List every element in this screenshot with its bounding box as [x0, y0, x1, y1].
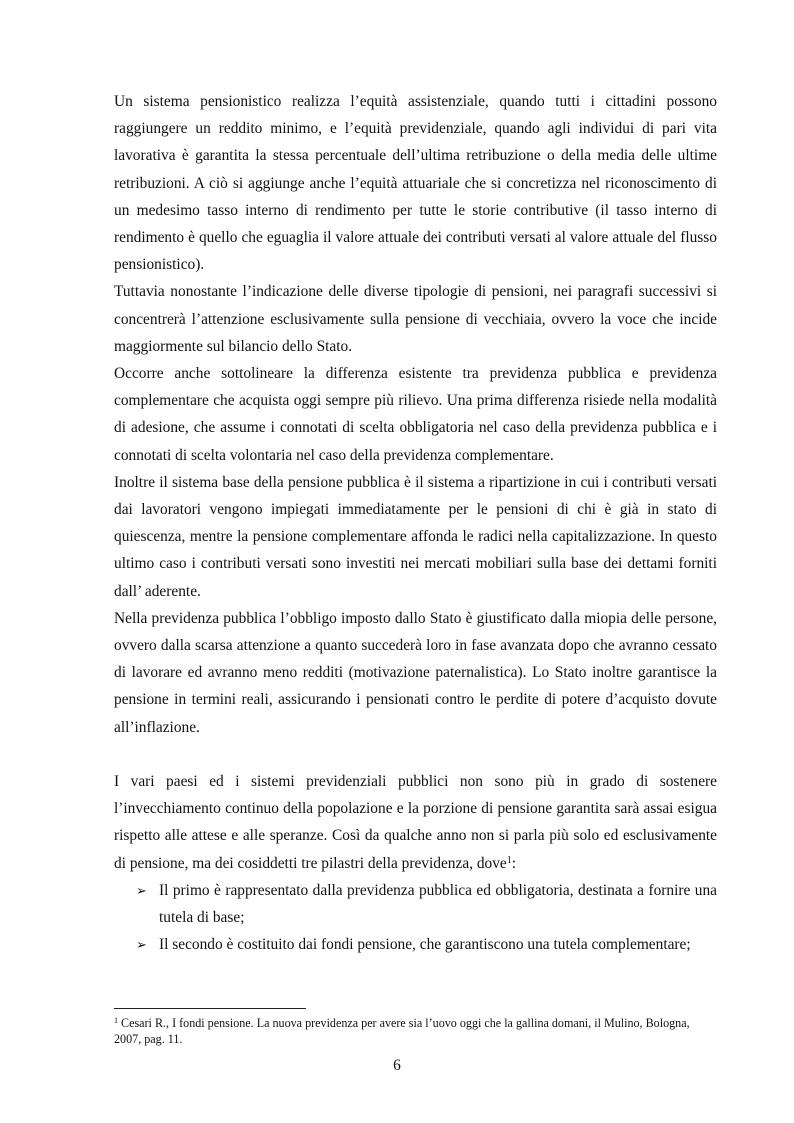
paragraph-gap — [114, 741, 717, 768]
arrow-bullet-icon: ➢ — [136, 882, 147, 898]
paragraph-equita: Un sistema pensionistico realizza l’equità assistenziale, quando tutti i cittadini possono raggiungere un reddito minimo, e l’equità previdenziale, quando agli individui di pari vita lavorativa è garantita la stessa percentuale dell’ultima retribuzione o della media delle ultime retribuzioni. A ciò si aggiunge anche l’equità attuariale che si concretizza nel riconoscimento di un medesimo tasso interno di rendimento per tutte le storie contributive (il tasso interno di rendimento è quello che eguaglia il valore attuale dei contributi versati al valore attuale del flusso pensionistico). — [114, 93, 717, 274]
arrow-bullet-icon: ➢ — [136, 937, 147, 953]
footnote-text: Cesari R., I fondi pensione. La nuova previdenza per avere sia l’uovo oggi che la gallina domani, il Mulino, Bologna, 2007, pag. 11. — [114, 1016, 690, 1046]
paragraph-previdenza-pubblica-complementare: Occorre anche sottolineare la differenza esistente tra previdenza pubblica e previdenza complementare che acquista oggi sempre più rilievo. Una prima differenza risiede nella modalità di adesione, che assume i connotati di scelta obbligatoria nel caso della previdenza pubblica e i connotati di scelta volontaria nel caso della previdenza complementare. — [114, 365, 717, 464]
paragraph-tre-pilastri — [114, 768, 717, 877]
paragraph-sistema-ripartizione: Inoltre il sistema base della pensione pubblica è il sistema a ripartizione in cui i contributi versati dai lavoratori vengono impiegati immediatamente per le pensioni di chi è già in stato di quiescenza, mentre la pensione complementare affonda le radici nella capitalizzazione. In questo ultimo caso i contributi versati sono investiti nei mercati mobiliari sulla base dei dettami forniti dall’ aderente. — [114, 473, 717, 600]
intro-text: I vari paesi ed i sistemi previdenziali pubblici non sono più in grado di sostenere l’invecchiamento continuo della popolazione e la porzione di pensione garantita sarà assai esigua rispetto alle attese e alle speranze. Così da qualche anno non si parla più solo ed esclusivamente di pensione, ma dei cosiddetti tre pilastri della previdenza, dove — [114, 773, 717, 872]
page-number: 6 — [393, 1057, 401, 1074]
list-item-text: Il primo è rappresentato dalla previdenza pubblica ed obbligatoria, destinata a fornire una tutela di base; — [159, 881, 717, 927]
body-text — [114, 88, 717, 958]
intro-suffix: : — [511, 854, 517, 872]
list-item-text: Il secondo è costituito dai fondi pensione, che garantiscono una tutela complementare; — [159, 936, 691, 954]
footnote — [114, 1015, 717, 1047]
footnote-reference[interactable]: 1 — [506, 854, 512, 866]
list-item — [114, 877, 717, 931]
footnote-marker: 1 — [114, 1016, 118, 1025]
list-item — [114, 931, 717, 958]
pillars-list — [114, 877, 717, 959]
footnote-separator — [114, 1008, 306, 1009]
paragraph-pensione-vecchiaia: Tuttavia nonostante l’indicazione delle diverse tipologie di pensioni, nei paragrafi successivi si concentrerà l’attenzione esclusivamente sulla pensione di vecchiaia, ovvero la voce che incide maggiormente sul bilancio dello Stato. — [114, 283, 717, 355]
paragraph-obbligo-stato: Nella previdenza pubblica l’obbligo imposto dallo Stato è giustificato dalla miopia delle persone, ovvero dalla scarsa attenzione a quanto succederà loro in fase avanzata dopo che avranno cessato di lavorare ed avranno meno redditi (motivazione paternalistica). Lo Stato inoltre garantisce la pensione in termini reali, assicurando i pensionati contro le perdite di potere d’acquisto dovute all’inflazione. — [114, 609, 717, 736]
